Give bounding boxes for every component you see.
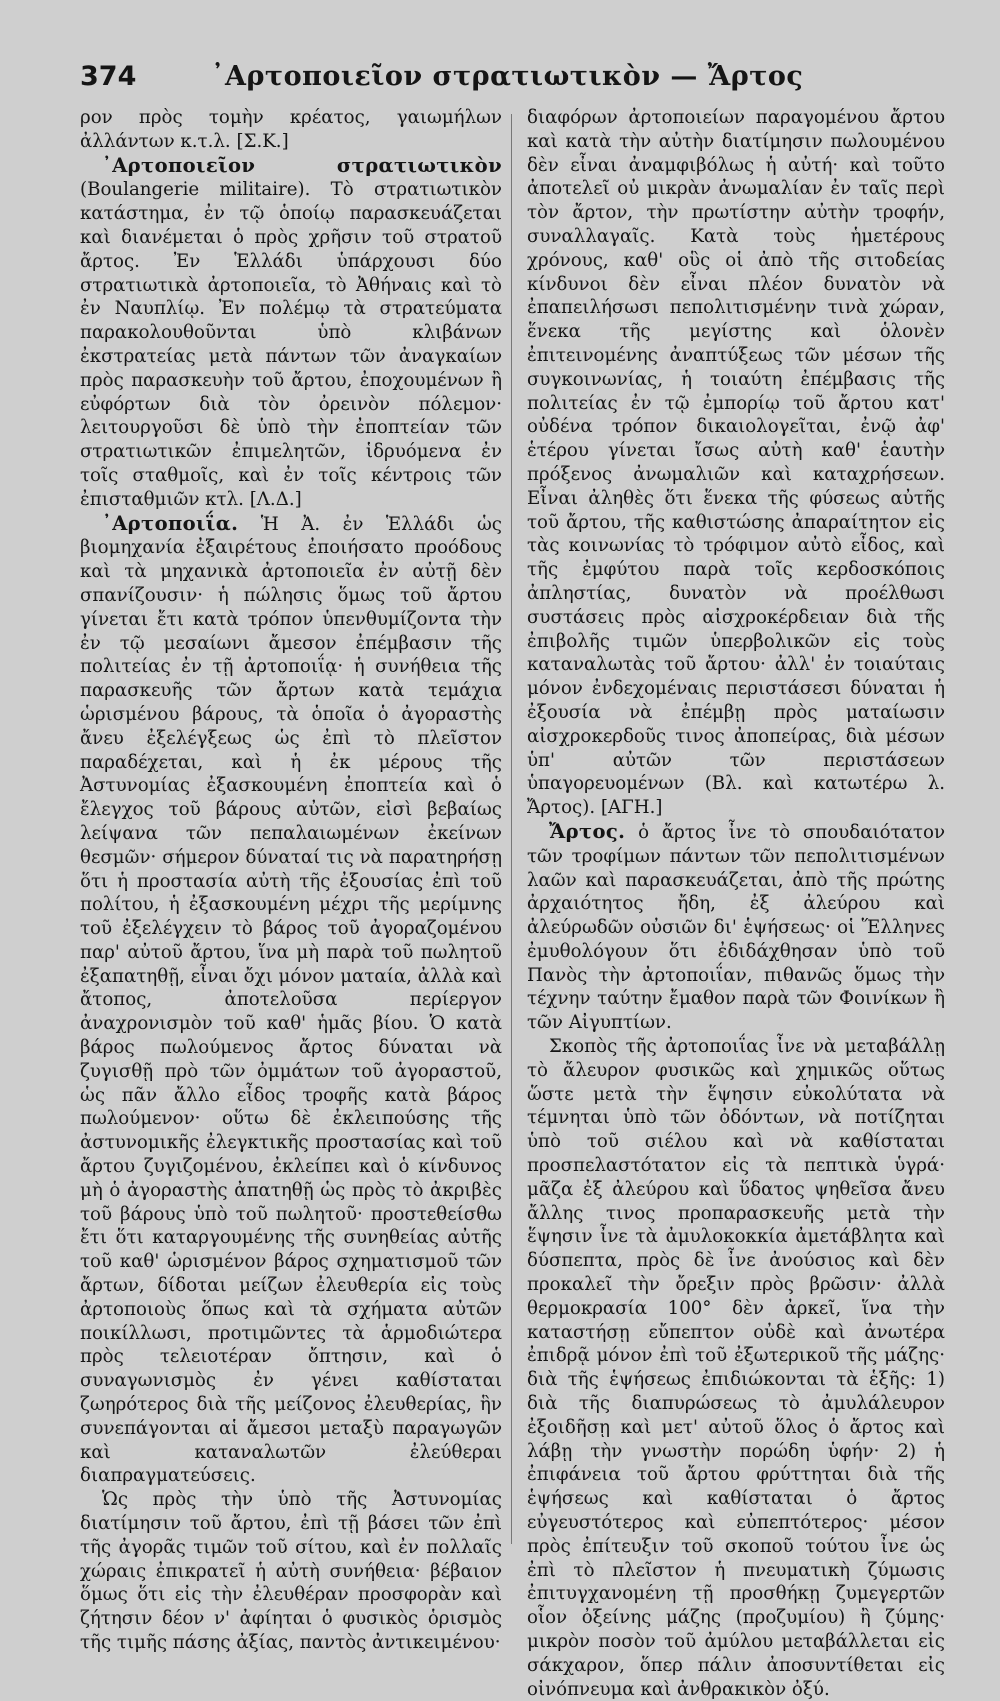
left-column	[80, 106, 502, 1655]
paragraph: Σκοπὸς τῆς ἀρτοποιΐας ἶνε νὰ μεταβάλλῃ τὸ ἄλευρον φυσικῶς καὶ χημικῶς οὕτως ὥστε μετὰ τὴν ἕψησιν εὐκολύτατα νὰ τέμνηται ὑπὸ τῶν ὀδόντων, νὰ ποτίζηται ὑπὸ τοῦ σιέλου καὶ νὰ καθίσταται προσπελαστότατον εἰς τὰ πεπτικὰ ὑγρά· μᾶζα ἐξ ἀλεύρου καὶ ὕδατος ψηθεῖσα ἄνευ ἄλλης τινος προπαρασκευῆς μετὰ τὴν ἕψησιν ἶνε τὰ ἀμυλοκοκκία ἀμετάβλητα καὶ δύσπεπτα, πρὸς δὲ ἶνε ἀνούσιος καὶ δὲν προκαλεῖ τὴν ὄρεξιν πρὸς βρῶσιν· ἀλλὰ θερμοκρασία 100° δὲν ἀρκεῖ, ἵνα τὴν καταστήσῃ εὔπεπτον οὐδὲ καὶ ἀνωτέρα ἐπιδρᾷ μόνον ἐπὶ τοῦ ἐξωτερικοῦ τῆς μάζης· διὰ τῆς ἑψήσεως ἐπιδιώκονται τὰ ἑξῆς: 1) διὰ τῆς διαπυρώσεως τὸ ἀμυλάλευρον ἐξοιδῆσῃ καὶ μετ' αὐτοῦ ὅλος ὁ ἄρτος καὶ λάβῃ τὴν γνωστὴν πορώδη ὑφήν· 2) ἡ ἐπιφάνεια τοῦ ἄρτου φρύττηται διὰ τῆς ἑψήσεως καὶ καθίσταται ὁ ἄρτος εὐγευστότερος καὶ εὐπεπτότερος· μέσον πρὸς ἐπίτευξιν τοῦ σκοποῦ τούτου ἶνε ὡς ἐπὶ τὸ πλεῖστον ἡ πνευματικὴ ζύμωσις ἐπιτυγχανομένη τῇ προσθήκῃ ζυμεγερτῶν οἷον ὀξείνης μάζης (προζυμίου) ἢ ζύμης· μικρὸν ποσὸν τοῦ ἀμύλου μεταβάλλεται εἰς σάκχαρον, ὅπερ πάλιν ἀποσυντίθεται εἰς οἰνόπνευμα καὶ ἀνθρακικὸν ὀξύ.	[527, 1036, 945, 1700]
entry-artopoiia	[80, 512, 502, 1489]
paragraph: διαφόρων ἀρτοποιείων παραγομένου ἄρτου καὶ κατὰ τὴν αὐτὴν διατίμησιν πωλουμένου δὲν εἶναι ἀναμφιβόλως ἡ αὐτή· καὶ τοῦτο ἀποτελεῖ οὐ μικρὰν ἀνωμαλίαν ἐν ταῖς περὶ τὸν ἄρτον, τὴν πρωτίστην αὐτὴν τροφήν, συναλλαγαῖς. Κατὰ τοὺς ἡμετέρους χρόνους, καθ' οὓς οἱ ἀπὸ τῆς σιτοδείας κίνδυνοι δὲν εἶναι πλέον δυνατὸν νὰ ἐπαπειλήσωσι πεπολιτισμένην τινὰ χώραν, ἕνεκα τῆς μεγίστης καὶ ὁλονὲν ἐπιτεινομένης ἀναπτύξεως τῶν μέσων τῆς συγκοινωνίας, ἡ τοιαύτη ἐπέμβασις τῆς πολιτείας ἐν τῷ ἐμπορίῳ τοῦ ἄρτου κατ' οὐδένα τρόπον δικαιολογεῖται, ἐνῷ ἀφ' ἑτέρου γίνεται ἴσως αὐτὴ καθ' ἑαυτὴν πρόξενος ἀνωμαλιῶν καὶ καταχρήσεων. Εἶναι ἀληθὲς ὅτι ἕνεκα τῆς φύσεως αὐτῆς τοῦ ἄρτου, τῆς καθιστώσης ἀπαραίτητον εἰς τὰς κοινωνίας τὸ τρόφιμον αὐτὸ εἶδος, καὶ τῆς ἐμφύτου παρὰ τοῖς κερδοσκόποις ἀπληστίας, δυνατὸν νὰ προέλθωσι συστάσεις πρὸς αἰσχροκέρδειαν διὰ τῆς ἐπιβολῆς τιμῶν ὑπερβολικῶν εἰς τοὺς καταναλωτὰς τοῦ ἄρτου· ἀλλ' ἐν τοιαύταις μόνον ἐνδεχομέναις περιστάσεσι δύναται ἡ ἐξουσία νὰ ἐπέμβῃ πρὸς ματαίωσιν αἰσχροκερδοῦς τινος ἀποπείρας, διὰ μέσων ὑπ' αὐτῶν τῶν περιστάσεων ὑπαγορευομένων (Βλ. καὶ κατωτέρω λ. Ἄρτος). [ΑΓΗ.]	[527, 107, 945, 819]
paragraph: Ὡς πρὸς τὴν ὑπὸ τῆς Ἀστυνομίας διατίμησιν τοῦ ἄρτου, ἐπὶ τῇ βάσει τῶν ἐπὶ τῆς ἀγορᾶς τιμῶν τοῦ σίτου, καὶ ἐν πολλαῖς χώραις ἐπικρατεῖ ἡ αὐτὴ συνήθεια· βέβαιον ὅμως ὅτι εἰς τὴν ἐλευθέραν προσφορὰν καὶ ζήτησιν δέον ν' ἀφίηται ὁ φυσικὸς ὁρισμὸς τῆς τιμῆς πάσης ἀξίας, παντὸς ἀντικειμένου·	[80, 1489, 502, 1653]
entry-body: ὁ ἄρτος ἶνε τὸ σπουδαιότατον τῶν τροφίμων πάντων τῶν πεπολιτισμένων λαῶν καὶ παρασκευάζεται, ἀπὸ τῆς πρώτης ἀρχαιότητος ἤδη, ἐξ ἀλεύρου καὶ ἀλεύρωδῶν οὐσιῶν δι' ἑψήσεως· οἱ Ἕλληνες ἐμυθολόγουν ὅτι ἐδιδάχθησαν ὑπὸ τοῦ Πανὸς τὴν ἀρτοποιΐαν, πιθανῶς ὅμως τὴν τέχνην ταύτην ἔμαθον παρὰ τῶν Φοινίκων ἢ τῶν Αἰγυπτίων.	[527, 821, 945, 1034]
entry-body: Ἡ Ἀ. ἐν Ἑλλάδι ὡς βιομηχανία ἐξαιρέτους ἐποιήσατο προόδους καὶ τὰ μηχανικὰ ἀρτοποιεῖα ἐν αὐτῇ δὲν σπανίζουσιν· ἡ πώλησις ὅμως τοῦ ἄρτου γίνεται ἔτι κατὰ τρόπον ὑπενθυμίζοντα τὴν ἐν τῷ μεσαίωνι ἄμεσον ἐπέμβασιν τῆς πολιτείας ἐν τῇ ἀρτοποιΐᾳ· ἡ συνήθεια τῆς παρασκευῆς τῶν ἄρτων κατὰ τεμάχια ὡρισμένου βάρους, τὰ ὁποῖα ὁ ἀγοραστὴς ἄνευ ἐξελέγξεως ὡς ἐπὶ τὸ πλεῖστον παραδέχεται, καὶ ἡ ἐκ μέρους τῆς Ἀστυνομίας ἐξασκουμένη ἐποπτεία καὶ ὁ ἔλεγχος τοῦ βάρους αὐτῶν, εἰσὶ βεβαίως λείψανα τῶν πεπαλαιωμένων ἐκείνων θεσμῶν· σήμερον δύναταί τις νὰ παρατηρήσῃ ὅτι ἡ προστασία αὐτὴ τῆς ἐξουσίας ἐπὶ τοῦ πολίτου, ἡ ἐξασκουμένη μέχρι τῆς μερίμνης τοῦ ἐξελέγχειν τὸ βάρος τοῦ ἀγοραζομένου παρ' αὐτοῦ ἄρτου, ἵνα μὴ παρὰ τοῦ πωλητοῦ ἐξαπατηθῇ, εἶναι ὄχι μόνον ματαία, ἀλλὰ καὶ ἄτοπος, ἀποτελοῦσα περίεργον ἀναχρονισμὸν τοῦ καθ' ἡμᾶς βίου. Ὁ κατὰ βάρος πωλούμενος ἄρτος δύναται νὰ ζυγισθῇ πρὸ τῶν ὀμμάτων τοῦ ἀγοραστοῦ, ὡς πᾶν ἄλλο εἶδος τροφῆς κατὰ βάρος πωλούμενον· οὕτω δὲ ἐκλειπούσης τῆς ἀστυνομικῆς ἐλεγκτικῆς προστασίας καὶ τοῦ ἄρτου ζυγιζομένου, ἐκλείπει καὶ ὁ κίνδυνος μὴ ὁ ἀγοραστὴς ἀπατηθῇ ὡς πρὸς τὸ ἀκριβὲς τοῦ βάρους ὑπὸ τοῦ πωλητοῦ· προστεθείσθω ἔτι ὅτι καταργουμένης τῆς συνηθείας αὐτῆς τοῦ καθ' ὡρισμένον βάρος σχηματισμοῦ τῶν ἄρτων, δίδοται μείζων ἐλευθερία εἰς τοὺς ἀρτοποιοὺς ὅπως καὶ τὰ σχήματα αὐτῶν ποικίλλωσι, προτιμῶντες τὰ ἁρμοδιώτερα πρὸς τελειοτέραν ὄπτησιν, καὶ ὁ συναγωνισμὸς ἐν γένει καθίσταται ζωηρότερος διὰ τῆς μείζονος ἐλευθερίας, ἣν συνεπάγονται αἱ ἄμεσοι μεταξὺ παραγωγῶν καὶ καταναλωτῶν ἐλεύθεραι διαπραγματεύσεις.	[80, 513, 502, 1487]
text-columns	[80, 106, 1000, 1700]
entry-artos	[527, 820, 945, 1035]
continuation-text: ρον πρὸς τομὴν κρέατος, γαιωμήλων ἀλλάντων κ.τ.λ. [Σ.Κ.]	[80, 107, 502, 152]
running-head: ᾽Αρτοποιεῖον στρατιωτικὸν — Ἄρτος	[211, 60, 804, 92]
entry-artopoieion	[80, 154, 502, 512]
entry-heading: Ἄρτος.	[549, 819, 626, 843]
page-header	[80, 52, 938, 100]
right-column	[527, 106, 945, 1701]
entry-heading: ᾽Αρτοποιΐα.	[102, 511, 239, 535]
page-number: 374	[80, 60, 137, 92]
entry-body: (Boulangerie militaire). Τὸ στρατιωτικὸν κατάστημα, ἐν τῷ ὁποίῳ παρασκευάζεται καὶ διανέμεται ὁ πρὸς χρῆσιν τοῦ στρατοῦ ἄρτος. Ἐν Ἑλλάδι ὑπάρχουσι δύο στρατιωτικὰ ἀρτοποιεῖα, τὸ Ἀθήναις καὶ τὸ ἐν Ναυπλίῳ. Ἐν πολέμῳ τὰ στρατεύματα παρακολουθοῦνται ὑπὸ κλιβάνων ἐκστρατείας μετὰ πάντων τῶν ἀναγκαίων πρὸς παρασκευὴν τοῦ ἄρτου, ἐποχουμένων ἢ εὐφόρτων διὰ τὸν ὀρεινὸν πόλεμον· λειτουργοῦσι δὲ ὑπὸ τὴν ἐποπτείαν τῶν στρατιωτικῶν ἐπιμελητῶν, ἱδρυόμενα ἐν τοῖς σταθμοῖς, καὶ ἐν τοῖς κέντροις τῶν ἐπισταθμιῶν κτλ. [Λ.Δ.]	[80, 179, 502, 510]
entry-heading: ᾽Αρτοποιεῖον στρατιωτικὸν	[102, 153, 502, 177]
